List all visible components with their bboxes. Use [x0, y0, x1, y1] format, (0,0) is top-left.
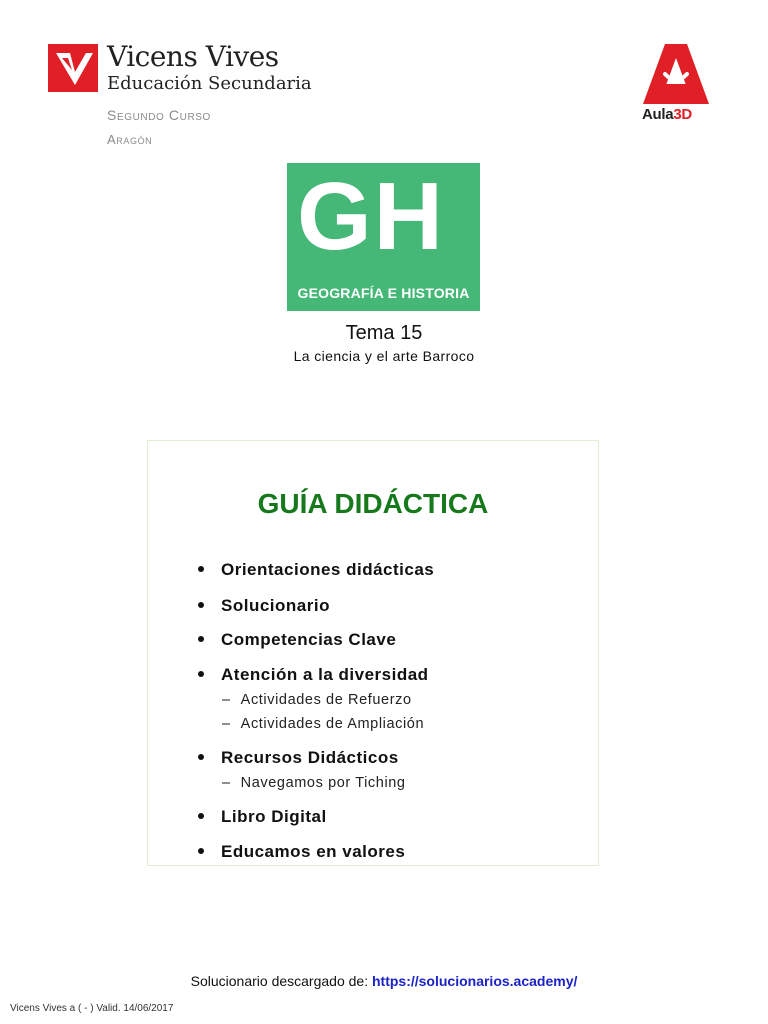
guide-title: GUÍA DIDÁCTICA	[257, 488, 489, 519]
region-label: Aragón	[107, 132, 153, 147]
course-label: Segundo Curso	[107, 107, 211, 123]
subject-cover	[287, 163, 480, 311]
publisher-subtitle: Educación Secundaria	[107, 73, 312, 94]
bullet-icon	[198, 602, 204, 608]
aula3d-wordmark-part2: 3D	[673, 106, 692, 123]
guide-item-label: Orientaciones didácticas	[221, 560, 435, 579]
guide-item-valores[interactable]	[198, 842, 405, 862]
guide-item-label: Educamos en valores	[221, 842, 406, 861]
footer-validation: Vicens Vives a ( - ) Valid. 14/06/2017	[10, 1003, 174, 1014]
bullet-icon	[198, 636, 204, 642]
guide-subitem-label: Actividades de Ampliación	[240, 716, 425, 732]
guide-item-solucionario[interactable]	[198, 596, 330, 616]
guide-list	[148, 441, 598, 865]
bullet-icon	[198, 754, 204, 760]
guide-item-label: Recursos Didácticos	[221, 748, 399, 767]
topic-title: Tema 15	[345, 322, 423, 344]
guide-item-libro-digital[interactable]	[198, 807, 327, 827]
bullet-icon	[198, 813, 204, 819]
topic-subtitle: La ciencia y el arte Barroco	[293, 348, 475, 364]
guide-item-label: Solucionario	[221, 596, 330, 615]
guide-subitem-ampliacion[interactable]	[222, 716, 424, 732]
guide-box	[147, 440, 599, 866]
guide-item-competencias[interactable]	[198, 630, 396, 650]
guide-subitem-label: Navegamos por Tiching	[240, 775, 406, 791]
dash-icon: –	[222, 775, 231, 791]
bullet-icon	[198, 671, 204, 677]
guide-item-label: Competencias Clave	[221, 630, 397, 649]
guide-item-label: Atención a la diversidad	[221, 665, 429, 684]
guide-item-recursos[interactable]	[198, 748, 399, 768]
download-notice	[0, 973, 768, 989]
aula3d-logo-icon	[643, 44, 709, 104]
guide-subitem-tiching[interactable]	[222, 775, 406, 791]
guide-item-label: Libro Digital	[221, 807, 327, 826]
aula3d-wordmark-part1: Aula	[642, 106, 674, 123]
subject-cover-letters: GH	[297, 163, 445, 270]
dash-icon: –	[222, 692, 231, 708]
guide-subitem-label: Actividades de Refuerzo	[240, 692, 412, 708]
publisher-name: Vicens Vives	[107, 40, 279, 73]
bullet-icon	[198, 566, 204, 572]
dash-icon: –	[222, 716, 231, 732]
vicens-vives-logo-icon	[48, 44, 98, 92]
aula3d-wordmark	[642, 106, 692, 123]
subject-cover-title: GEOGRAFÍA E HISTORIA	[297, 285, 470, 301]
bullet-icon	[198, 848, 204, 854]
guide-item-orientaciones[interactable]	[198, 560, 434, 580]
guide-subitem-refuerzo[interactable]	[222, 692, 412, 708]
guide-item-diversidad[interactable]	[198, 665, 429, 685]
download-text: Solucionario descargado de:	[190, 973, 369, 989]
download-link[interactable]: https://solucionarios.academy/	[371, 973, 578, 989]
